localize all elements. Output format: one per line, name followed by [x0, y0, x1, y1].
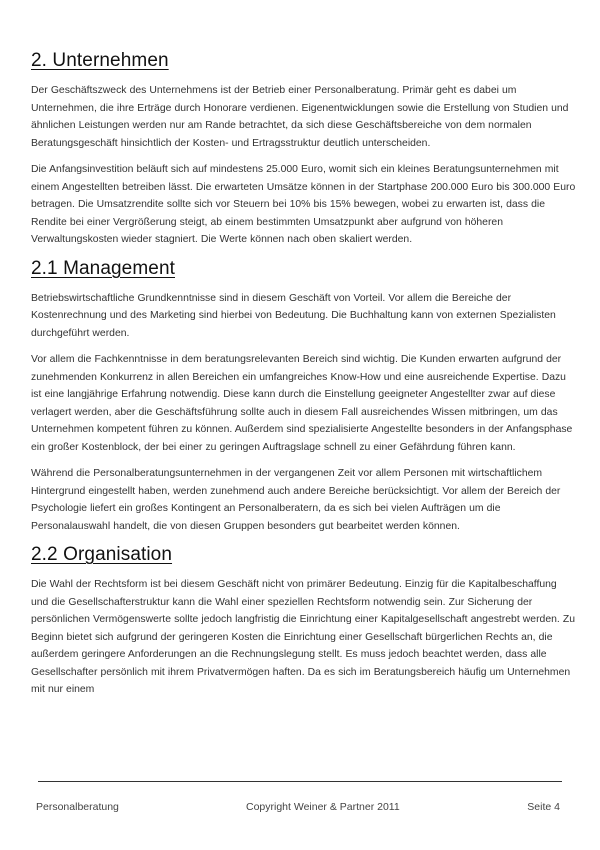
paragraph: Die Wahl der Rechtsform ist bei diesem Geschäft nicht von primärer Bedeutung. Einzig für die Kapitalbeschaffung und die Gesellschafterstruktur kann die Wahl einer speziellen Rechtsform notwendig sein. Zur Sicherung der persönlichen Vermögenswerte sollte jedoch langfristig die Einrichtung einer Kapitalgesellschaft angestrebt werden. Zu Beginn bietet sich aufgrund der geringeren Kosten die Einrichtung einer Gesellschaft bürgerlichen Rechts an, die außerdem geringere Anforderungen an die Rechnungslegung stellt. Es muss jedoch beachtet werden, dass alle Gesellschafter persönlich mit ihrem Privatvermögen haften. Da es sich im Beratungsbereich häufig um Unternehmen mit nur einem: [31, 579, 575, 695]
footer-divider: [38, 781, 562, 782]
paragraph: Betriebswirtschaftliche Grundkenntnisse sind in diesem Geschäft von Vorteil. Vor allem die Bereiche der Kostenrechnung und des Marketing sind hierbei von Bedeutung. Die Buchhaltung kann von externen Spezialisten durchgeführt werden.: [31, 292, 556, 339]
section-heading-organisation: 2.2 Organisation: [31, 544, 173, 565]
footer-title: Personalberatung: [36, 801, 119, 813]
page-number: Seite 4: [527, 801, 560, 813]
paragraph: Vor allem die Fachkenntnisse in dem beratungsrelevanten Bereich sind wichtig. Die Kunden erwarten aufgrund der zunehmenden Konkurrenz in allen Bereichen ein umfangreiches Know-How und eine ausreichende Expertise. Dazu ist eine langjährige Erfahrung notwendig. Diese kann durch die Einstellung geeigneter Angestellter zwar auf diese verlagert werden, aber die Geschäftsführung sollte auch in diesem Fall ausreichendes Wissen mitbringen, um das Unternehmen kompetent führen zu können. Außerdem sind spezialisierte Angestellte besonders in der Anfangsphase ein großer Kostenblock, der bei einer zu geringen Auftragslage schnell zu einer Gefährdung führen kann.: [31, 354, 573, 453]
paragraph: Der Geschäftszweck des Unternehmens ist der Betrieb einer Personalberatung. Primär geht es dabei um Unternehmen, die ihre Erträge durch Honorare verdienen. Eigenentwicklungen sowie die Erstellung von Studien und ähnlichen Leistungen werden nur am Rande betrachtet, da sich diese Geschäftsbereiche von dem normalen Beratungsgeschäft hinsichtlich der Kosten- und Ertragsstruktur deutlich unterscheiden.: [31, 85, 569, 149]
footer-copyright: Copyright Weiner & Partner 2011: [246, 801, 400, 813]
section-heading-management: 2.1 Management: [31, 257, 175, 279]
paragraph: Die Anfangsinvestition beläuft sich auf mindestens 25.000 Euro, womit sich ein kleines Beratungsunternehmen mit einem Angestellten betreiben lässt. Die erwarteten Umsätze können in der Startphase 200.000 Euro bis 300.000 Euro betragen. Die Umsatzrendite sollte sich vor Steuern bei 10% bis 15% bewegen, wobei zu erwarten ist, dass die Rendite bei einer Vergrößerung steigt, ab einem bestimmten Umsatzpunkt aber aufgrund von höheren Verwaltungskosten wieder stagniert. Die Werte können nach oben skaliert werden.: [31, 164, 576, 245]
paragraph: Während die Personalberatungsunternehmen in der vergangenen Zeit vor allem Personen mit wirtschaftlichem Hintergrund eingestellt haben, werden zunehmend auch andere Bereiche berücksichtigt. Vor allem der Bereich der Psychologie liefert ein großes Kontingent an Personalberatern, da es sich bei vielen Aufträgen um die Personalauswahl handelt, die von diesen Gruppen besonders gut bearbeitet werden können.: [31, 468, 561, 532]
page-content: [31, 50, 576, 708]
section-heading-unternehmen: 2. Unternehmen: [31, 50, 169, 71]
